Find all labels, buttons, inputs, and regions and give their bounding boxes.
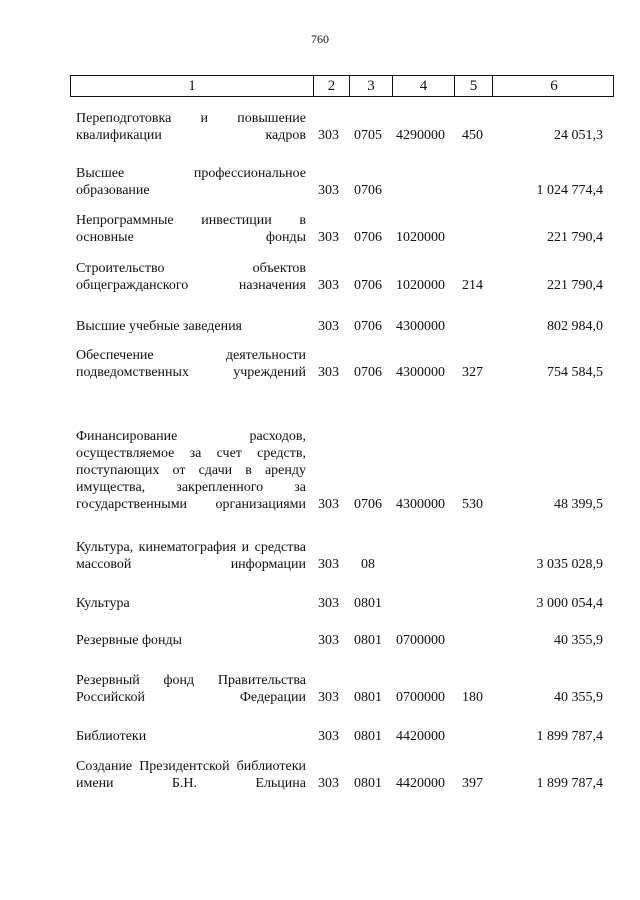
row-col-4: 4300000 — [396, 497, 445, 512]
row-col-6: 754 584,5 — [547, 365, 603, 380]
row-description: Высшие учебные заведения — [76, 319, 242, 334]
row-col-5: 214 — [462, 278, 483, 293]
row-col-6: 221 790,4 — [547, 278, 603, 293]
row-col-3: 0705 — [354, 128, 382, 143]
row-description: Финансирование расходов, осуществляемое за счет средств, поступающих от сдачи в аренду имущества, закрепленного за государственными организациями — [76, 429, 306, 512]
row-col-2: 303 — [318, 690, 339, 705]
row-col-3: 0801 — [354, 633, 382, 648]
table-row — [0, 630, 640, 649]
row-description: Культура, кинематография и средства массовой информации — [76, 540, 306, 572]
table-row — [0, 316, 640, 335]
row-col-3: 08 — [361, 557, 375, 572]
row-col-2: 303 — [318, 183, 339, 198]
row-col-4: 4300000 — [396, 319, 445, 334]
table-row — [0, 258, 640, 294]
row-col-2: 303 — [318, 497, 339, 512]
row-col-3: 0706 — [354, 497, 382, 512]
table-row — [0, 345, 640, 381]
row-description: Резервные фонды — [76, 633, 183, 648]
header-col-1: 1 — [188, 78, 196, 94]
header-col-2: 2 — [313, 76, 349, 96]
table-row — [0, 726, 640, 745]
row-col-4: 4290000 — [396, 128, 445, 143]
row-col-2: 303 — [318, 596, 339, 611]
row-col-6: 1 899 787,4 — [536, 776, 603, 791]
row-col-2: 303 — [318, 278, 339, 293]
row-col-3: 0706 — [354, 230, 382, 245]
row-description: Создание Президентской библиотеки имени Б.Н. Ельцина — [76, 759, 306, 791]
row-description: Библиотеки — [76, 729, 147, 744]
row-col-4: 0700000 — [396, 633, 445, 648]
header-col-3: 3 — [349, 76, 392, 96]
table-row — [0, 108, 640, 144]
table-row — [0, 537, 640, 573]
row-description: Культура — [76, 596, 130, 611]
row-col-4: 0700000 — [396, 690, 445, 705]
table-row — [0, 163, 640, 199]
row-col-6: 40 355,9 — [554, 690, 603, 705]
row-col-4: 4420000 — [396, 776, 445, 791]
row-col-2: 303 — [318, 365, 339, 380]
row-description: Высшее профессиональное образование — [76, 166, 306, 198]
row-col-5: 450 — [462, 128, 483, 143]
row-col-2: 303 — [318, 557, 339, 572]
row-col-2: 303 — [318, 230, 339, 245]
table-row — [0, 405, 640, 513]
row-col-2: 303 — [318, 776, 339, 791]
row-col-4: 4300000 — [396, 365, 445, 380]
row-col-3: 0801 — [354, 690, 382, 705]
row-col-4: 4420000 — [396, 729, 445, 744]
table-row — [0, 593, 640, 612]
row-col-4: 1020000 — [396, 278, 445, 293]
row-col-6: 1 024 774,4 — [536, 183, 603, 198]
row-col-3: 0706 — [354, 365, 382, 380]
header-col-6: 6 — [492, 76, 615, 96]
row-col-6: 802 984,0 — [547, 319, 603, 334]
row-col-5: 327 — [462, 365, 483, 380]
row-col-2: 303 — [318, 319, 339, 334]
page-number: 760 — [311, 32, 329, 46]
row-col-2: 303 — [318, 633, 339, 648]
row-col-5: 530 — [462, 497, 483, 512]
row-col-3: 0706 — [354, 183, 382, 198]
row-col-6: 24 051,3 — [554, 128, 603, 143]
row-col-3: 0801 — [354, 776, 382, 791]
table-row — [0, 670, 640, 706]
row-col-3: 0801 — [354, 596, 382, 611]
row-col-2: 303 — [318, 128, 339, 143]
row-col-4: 1020000 — [396, 230, 445, 245]
row-col-3: 0706 — [354, 278, 382, 293]
row-description: Обеспечение деятельности подведомственных учреждений — [76, 348, 306, 380]
row-col-5: 180 — [462, 690, 483, 705]
row-col-3: 0706 — [354, 319, 382, 334]
header-col-4: 4 — [392, 76, 454, 96]
table-row — [0, 756, 640, 792]
table-row — [0, 210, 640, 246]
header-col-5: 5 — [454, 76, 492, 96]
row-description: Непрограммные инвестиции в основные фонды — [76, 213, 306, 245]
row-col-2: 303 — [318, 729, 339, 744]
row-col-5: 397 — [462, 776, 483, 791]
row-col-6: 1 899 787,4 — [536, 729, 603, 744]
row-col-6: 3 035 028,9 — [536, 557, 603, 572]
row-col-6: 221 790,4 — [547, 230, 603, 245]
row-description: Строительство объектов общегражданского назначения — [76, 261, 306, 293]
row-description: Резервный фонд Правительства Российской Федерации — [76, 673, 306, 705]
row-col-3: 0801 — [354, 729, 382, 744]
table-header — [70, 75, 614, 97]
row-col-6: 40 355,9 — [554, 633, 603, 648]
row-col-6: 3 000 054,4 — [536, 596, 603, 611]
row-col-6: 48 399,5 — [554, 497, 603, 512]
row-description: Переподготовка и повышение квалификации кадров — [76, 111, 306, 143]
